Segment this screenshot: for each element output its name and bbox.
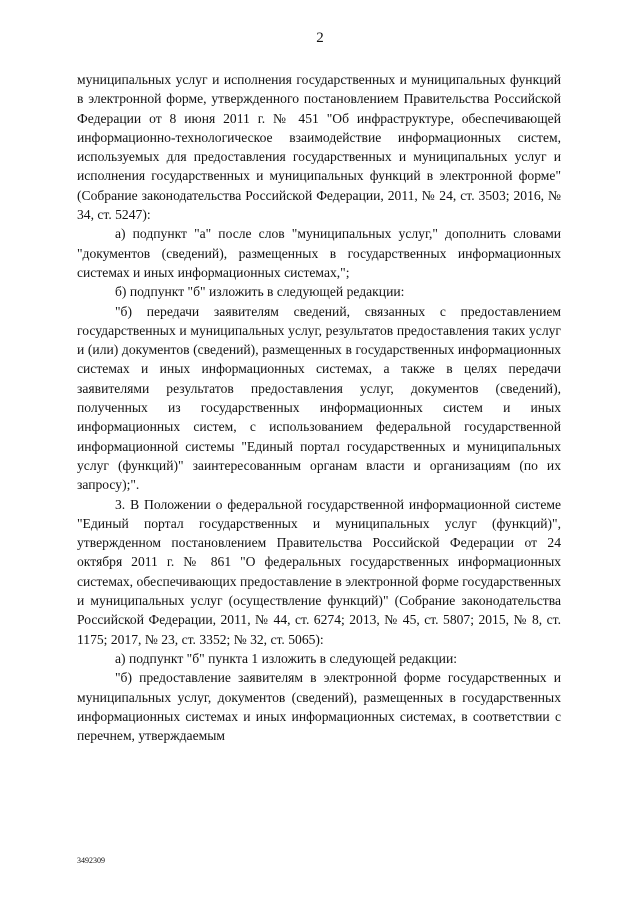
paragraph-quote-b: "б) передачи заявителям сведений, связанных с предоставлением государственных и муниципальных услуг, результатов предоставления таких услуг и (или) документов (сведений), размещенных в государственных информационных системах и иных информационных системах, а также в целях передачи заявителями результатов предоставления услуг, документов (сведений), полученных из государственных информационных систем и иных информационных систем, с использованием федеральной государственной информационной системы "Единый портал государственных и муниципальных услуг (функций)" заинтересованным органам власти и организациям (по их запросу);". [77, 303, 561, 493]
document-body [77, 70, 561, 745]
paragraph-item-3: 3. В Положении о федеральной государственной информационной системе "Единый портал государственных и муниципальных услуг (функций)", утвержденном постановлением Правительства Российской Федерации от 24 октября 2011 г. № 861 "О федеральных государственных информационных системах, обеспечивающих предоставление в электронной форме государственных и муниципальных услуг (осуществление функций)" (Собрание законодательства Российской Федерации, 2011, № 44, ст. 6274; 2013, № 45, ст. 5807; 2015, № 8, ст. 1175; 2017, № 23, ст. 3352; № 32, ст. 5065): [77, 496, 561, 647]
paragraph-intro: муниципальных услуг и исполнения государственных и муниципальных функций в электронной форме, утвержденного постановлением Правительства Российской Федерации от 8 июня 2011 г. № 451 "Об инфраструктуре, обеспечивающей информационно-технологическое взаимодействие информационных систем, используемых для предоставления государственных и муниципальных услуг и исполнения государственных и муниципальных функций в электронной форме" (Собрание законодательства Российской Федерации, 2011, № 24, ст. 3503; 2016, № 34, ст. 5247): [77, 72, 561, 223]
paragraph-quote-3b: "б) предоставление заявителям в электронной форме государственных и муниципальных услуг, документов (сведений), размещенных в государственных информационных системах и иных информационных системах, в соответствии с перечнем, утверждаемым [77, 670, 561, 744]
paragraph-subitem-b: б) подпункт "б" изложить в следующей редакции: [115, 284, 405, 300]
paragraph-item-3a: а) подпункт "б" пункта 1 изложить в следующей редакции: [115, 650, 458, 666]
paragraph-subitem-a: а) подпункт "а" после слов "муниципальных услуг," дополнить словами "документов (сведений), размещенных в государственных информационных системах и иных информационных системах,"; [77, 226, 561, 280]
document-id: 3492309 [77, 856, 105, 865]
page-number: 2 [316, 30, 324, 46]
